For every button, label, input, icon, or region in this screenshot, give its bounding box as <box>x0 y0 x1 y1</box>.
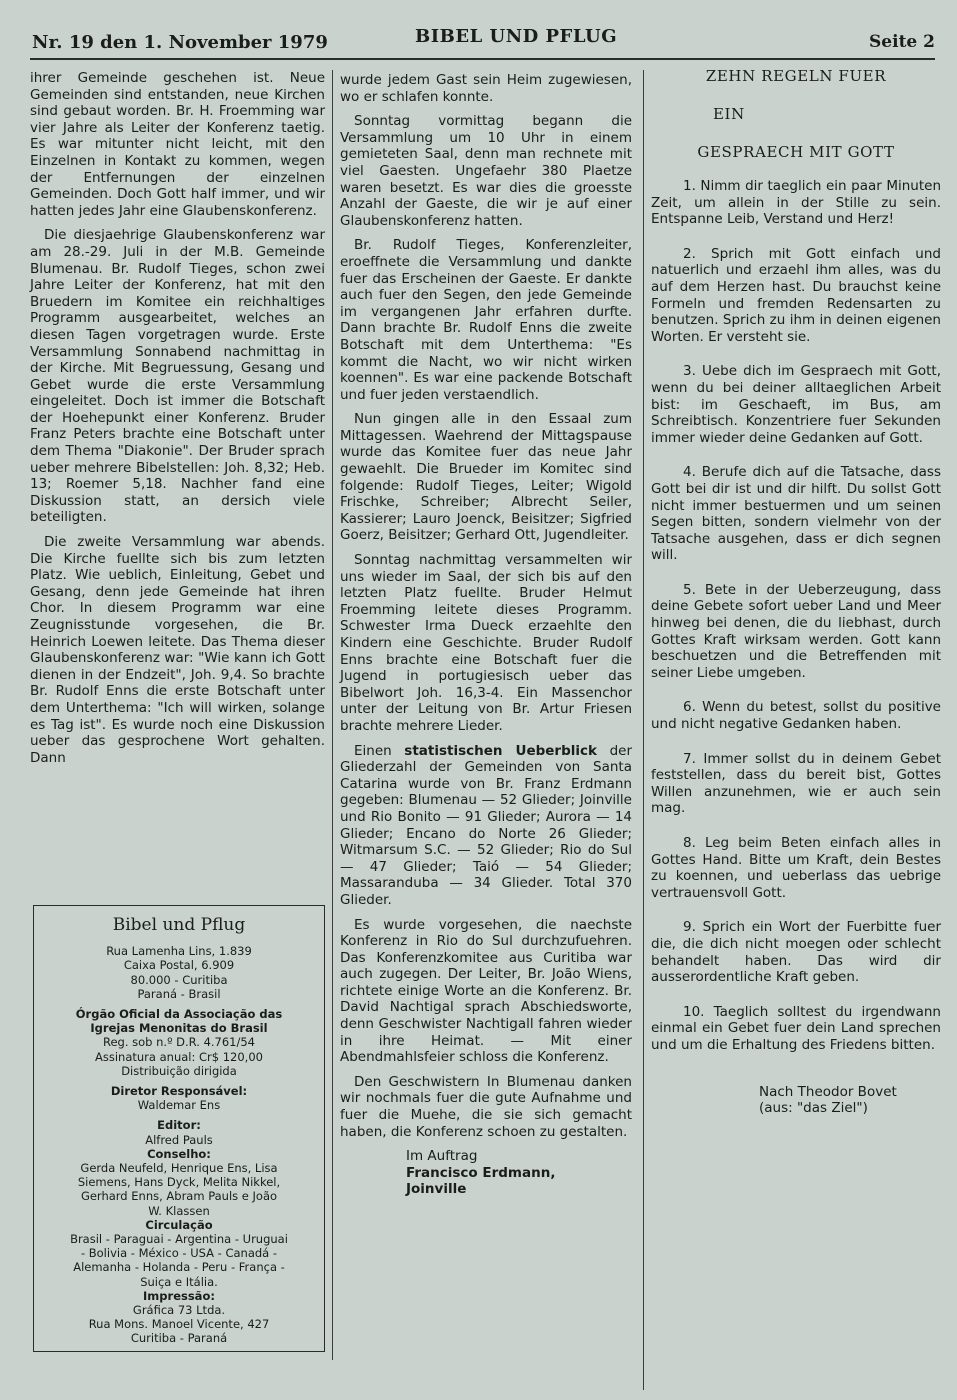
rule-item <box>651 699 941 732</box>
rule-text: 7. Immer sollst du in deinem Gebet feststellen, dass du bereit bist, Gottes Willen anzunehmen, wie er auch sein mag. <box>651 750 941 817</box>
circulacao-line: Suiça e Itália. <box>140 1274 218 1289</box>
imprint-title: Bibel und Pflug <box>112 915 246 935</box>
rules-column <box>651 62 941 1117</box>
distribution-line: Distribuição dirigida <box>121 1063 237 1078</box>
rule-item <box>651 363 941 446</box>
article-paragraph: Die zweite Versammlung war abends. Die Kirche fuellte sich bis zum letzten Platz. Wie ueblich, Einleitung, Gebet und Gesang, denn jede Gemeinde hat ihren Chor. In diesem Programm war eine Zeugnisstunde vorgesehen, die Br. Heinrich Loewen leitete. Das Thema dieser Glaubenskonferenz war: "Wie kann ich Gott dienen in der Endzeit", Joh. 9,4. So brachte Br. Rudolf Enns die erste Botschaft unter dem Unterthema: "Ich will wirken, solange es Tag ist". Es wurde noch eine Diskussion ueber das gesprochene Wort gehalten. Dann <box>30 534 325 766</box>
article-signature <box>406 1148 632 1198</box>
conselho-line: Siemens, Hans Dyck, Melita Nikkel, <box>77 1175 281 1190</box>
rule-text: 8. Leg beim Beten einfach alles in Gottes Hand. Bitte um Kraft, dein Bestes zu koennen, und ueberlass das uebrige vertrauensvoll Gott. <box>651 835 941 901</box>
article-paragraph: Nun gingen alle in den Essaal zum Mittagessen. Waehrend der Mittagspause wurde das Komitee fuer das neue Jahr gewaehlt. Die Brueder im Komitec sind folgende: Rudolf Tieges, Leiter; Wigold Frischke, Schreiber; Albrecht Seiler, Kassierer; Lauro Joenck, Beisitzer; Sigfried Goerz, Beisitzer; Gerhard Ott, Jugendleiter. <box>340 411 632 544</box>
rule-text: 9. Sprich ein Wort der Fuerbitte fuer die, die dich nicht moegen oder schlecht behandelt haben. Das wird dir ausserordentliche Kraft geben. <box>651 919 941 986</box>
circulacao-line: - Bolivia - México - USA - Canadá - <box>80 1246 278 1261</box>
circulacao-line: Brasil - Paraguai - Argentina - Uruguai <box>70 1232 288 1247</box>
rule-text: 1. Nimm dir taeglich ein paar Minuten Zeit, um allein in der Stille zu sein. Entspanne Leib, Verstand und Herz! <box>651 178 941 228</box>
rule-text: 6. Wenn du betest, sollst du positive und nicht negative Gedanken haben. <box>651 699 941 733</box>
article-paragraph: Br. Rudolf Tieges, Konferenzleiter, eroeffnete die Versammlung und dankte fuer das Erscheinen der Gaeste. Er dankte auch fuer den Segen, den jede Gemeinde im vergangenen Jahr erfahren durfte. Dann brachte Br. Rudolf Enns die zweite Botschaft mit dem Unterthema: "Es kommt die Nacht, wo wir nicht wirken koennen". Es war eine packende Botschaft und fuer jeden verstaendlich. <box>340 237 632 403</box>
director-label: Diretor Responsável: <box>110 1084 248 1099</box>
rules-source-publication: (aus: "das Ziel") <box>759 1100 868 1117</box>
column-divider <box>332 70 333 1360</box>
signature-place: Joinville <box>406 1181 467 1198</box>
conselho-line: W. Klassen <box>148 1203 210 1218</box>
rule-item <box>651 464 941 564</box>
article-paragraph: Es wurde vorgesehen, die naechste Konferenz in Rio do Sul durchzufuehren. Das Konferenzkomitee aus Curitiba war auch zugegen. Der Leiter, Br. João Wiens, richtete einige Worte an die Konferenz. Br. David Nachtigal sprach Abschiedsworte, denn Geschwister Nachtigall fahren wieder in ihre Heimat. — Mit einer Abendmahlsfeier schloss die Konferenz. <box>340 916 632 1066</box>
rule-text: 10. Taeglich solltest du irgendwann einmal ein Gebet fuer dein Land sprechen und um die Erhaltung des Friedens bitten. <box>651 1003 941 1053</box>
rule-text: 5. Bete in der Ueberzeugung, dass deine Gebete sofort ueber Land und Meer hinweg bei denen, die du liebhast, durch Gottes Kraft wirksam werden. Gott kann beschuetzen und die Betreffenden mit seiner Liebe umgeben. <box>651 581 941 681</box>
impressao-line: Gráfica 73 Ltda. <box>132 1303 226 1318</box>
rule-text: 4. Berufe dich auf die Tatsache, dass Gott bei dir ist und dir hilft. Du sollst Gott nicht immer bestuermen und um seinen Segen bitten, sondern vielmehr von der Tatsache ausgehen, dass er dich segnen will. <box>651 464 941 564</box>
organ-line: Igrejas Menonitas do Brasil <box>90 1021 268 1036</box>
conselho-line: Gerda Neufeld, Henrique Ens, Lisa <box>80 1161 278 1176</box>
impressao-line: Rua Mons. Manoel Vicente, 427 <box>88 1317 270 1332</box>
statistics-heading: statistischen Ueberblick <box>404 742 597 759</box>
organ-line: Órgão Oficial da Associação das <box>75 1007 283 1022</box>
rules-title-line: ZEHN REGELN FUER <box>705 67 887 85</box>
rules-source-author: Nach Theodor Bovet <box>759 1083 897 1100</box>
rule-item <box>651 919 941 985</box>
address-line: Paraná - Brasil <box>137 986 221 1001</box>
statistics-body: der Gliederzahl der Gemeinden von Santa Catarina wurde von Br. Franz Erdmann gegeben: Blumenau — 52 Glieder; Joinville und Rio Bonito — 91 Glieder; Aurora — 14 Glieder; Encano do Norte 26 Glieder; Witmarsum S.C. — 52 Glieder; Rio do Sul — 47 Glieder; Taió — 54 Glieder; Massaranduba — 34 Glieder. Total 370 Glieder. <box>340 742 633 908</box>
signature-line: Im Auftrag <box>406 1148 478 1165</box>
rule-item <box>651 835 941 901</box>
statistics-paragraph <box>340 743 632 909</box>
circulacao-label: Circulação <box>145 1217 213 1232</box>
editor-label: Editor: <box>157 1118 201 1133</box>
article-paragraph: Den Geschwistern In Blumenau danken wir nochmals fuer die gute Aufnahme und fuer die Muehe, die sie sich gemacht haben, die Konferenz schoen zu gestalten. <box>340 1073 632 1140</box>
address-line: 80.000 - Curitiba <box>130 972 228 987</box>
editor-name: Alfred Pauls <box>145 1132 213 1147</box>
article-column-2 <box>340 72 632 1198</box>
impressao-label: Impressão: <box>143 1288 215 1303</box>
article-paragraph: Sonntag vormittag begann die Versammlung um 10 Uhr in einem gemieteten Saal, denn man rechnete mit viel Gaesten. Ungefaehr 380 Plaetze waren besetzt. Es war dies die groesste Anzahl der Gaeste, die wir je auf einer Glaubenskonferenz hatten. <box>340 113 632 229</box>
rule-text: 3. Uebe dich im Gespraech mit Gott, wenn du bei deiner alltaeglichen Arbeit bist: im Geschaeft, im Bus, am Schreibtisch. Konzentriere fuer Sekunden immer wieder deine Gedanken auf Gott. <box>651 363 941 446</box>
issue-number: Nr. 19 den 1. November 1979 <box>32 32 328 53</box>
rule-item <box>651 1004 941 1054</box>
conselho-label: Conselho: <box>147 1146 211 1161</box>
impressao-line: Curitiba - Paraná <box>130 1331 228 1346</box>
rules-title-line: GESPRAECH MIT GOTT <box>697 143 895 161</box>
page-header <box>30 26 935 60</box>
rules-title-line: EIN <box>713 105 745 123</box>
article-paragraph: wurde jedem Gast sein Heim zugewiesen, wo er schlafen konnte. <box>340 72 632 105</box>
rule-item <box>651 246 941 346</box>
column-divider <box>643 70 644 1390</box>
article-paragraph: ihrer Gemeinde geschehen ist. Neue Gemeinden sind entstanden, neue Kirchen sind gebaut worden. Br. H. Froemming war vier Jahre als Leiter der Konferenz taetig. Es war mitunter nicht leicht, mit den Einzelnen in Kontakt zu kommen, wegen der Entfernungen der einzelnen Gemeinden. Doch Gott half immer, und wir hatten jedes Jahr eine Glaubenskonferenz. <box>30 70 325 219</box>
rule-item <box>651 582 941 682</box>
conselho-line: Gerhard Enns, Abram Pauls e João <box>80 1189 278 1204</box>
statistics-intro: Einen <box>354 742 405 759</box>
rule-item <box>651 178 941 228</box>
rule-text: 2. Sprich mit Gott einfach und natuerlich und erzaehl ihm alles, was du auf dem Herzen hast. Du brauchst keine Formeln und fremden Redensarten zu benutzen. Sprich zu ihm in deinen eigenen Worten. Er versteht sie. <box>651 245 941 345</box>
page-number: Seite 2 <box>869 32 935 52</box>
article-paragraph: Die diesjaehrige Glaubenskonferenz war am 28.-29. Juli in der M.B. Gemeinde Blumenau. Br. Rudolf Tieges, schon zwei Jahre Leiter der Konferenz, hat mit den Bruedern im Komitee ein reichhaltiges Programm ausgearbeitet, welches an diesen Tagen vorgetragen wurde. Erste Versammlung Sonnabend nachmittag in der Kirche. Mit Begruessung, Gesang und Gebet wurde die erste Versammlung eingeleitet. Doch ist immer die Botschaft der Hoehepunkt einer Konferenz. Bruder Franz Peters brachte eine Botschaft unter dem Thema "Diakonie". Der Bruder sprach ueber mehrere Bibelstellen: Joh. 8,32; Heb. 13; Roemer 5,18. Nachher fand eine Diskussion statt, an dersich viele beteiligten. <box>30 227 325 526</box>
address-line: Rua Lamenha Lins, 1.839 <box>106 944 252 959</box>
subscription-line: Assinatura anual: Cr$ 120,00 <box>95 1049 263 1064</box>
circulacao-line: Alemanha - Holanda - Peru - França - <box>73 1260 285 1275</box>
director-name: Waldemar Ens <box>137 1098 221 1113</box>
article-column-1 <box>30 70 325 774</box>
registration-line: Reg. sob n.º D.R. 4.761/54 <box>103 1035 255 1050</box>
address-line: Caixa Postal, 6.909 <box>123 958 235 973</box>
newspaper-title: BIBEL UND PFLUG <box>415 26 618 47</box>
imprint-box <box>33 905 325 1352</box>
article-paragraph: Sonntag nachmittag versammelten wir uns wieder im Saal, der sich bis auf den letzten Platz fuellte. Bruder Helmut Froemming leitete dieses Programm. Schwester Irma Dueck erzaehlte den Kindern eine Geschichte. Bruder Rudolf Enns brachte eine Botschaft fuer die Jugend in portugiesisch ueber das Bibelwort Joh. 16,3-4. Ein Massenchor unter der Leitung von Br. Artur Friesen brachte mehrere Lieder. <box>340 552 632 734</box>
signature-name: Francisco Erdmann, <box>406 1164 556 1181</box>
rule-item <box>651 751 941 817</box>
